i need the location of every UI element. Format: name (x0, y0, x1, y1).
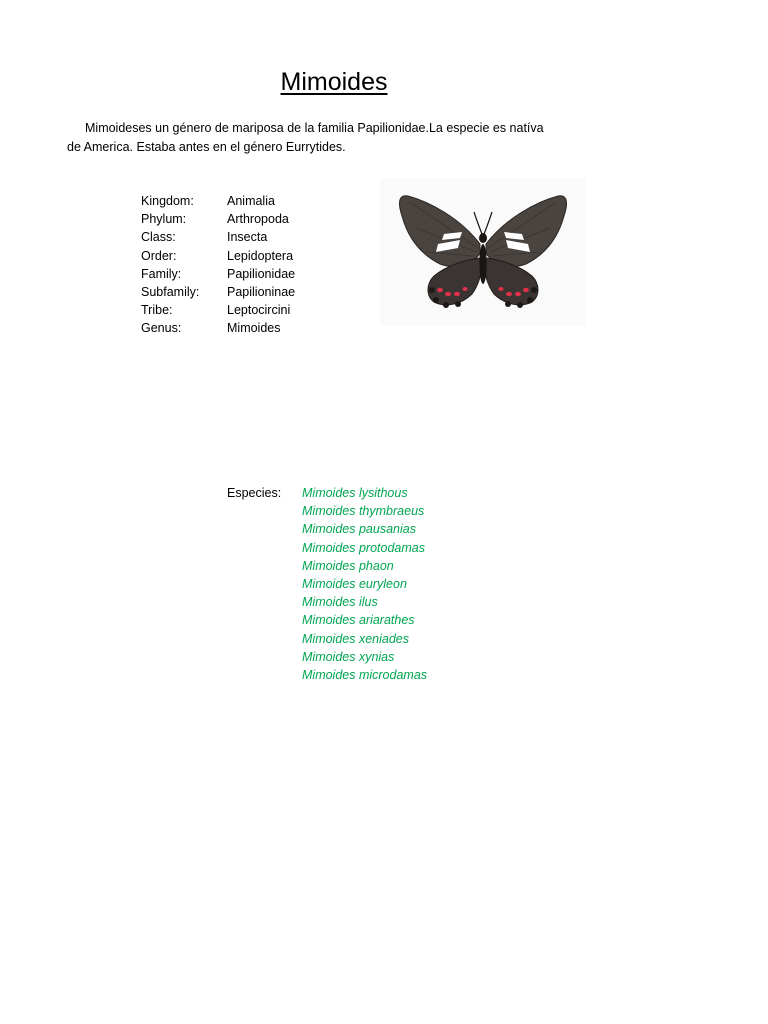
taxonomy-label: Genus: (141, 321, 182, 336)
species-item: Mimoides lysithous (302, 486, 408, 500)
species-item: Mimoides pausanias (302, 522, 416, 537)
intro-paragraph (67, 119, 567, 157)
intro-line-1: Mimoideses un género de mariposa de la familia Papilionidae.La especie es natíva (85, 121, 544, 135)
butterfly-image (380, 178, 586, 326)
taxonomy-label: Subfamily: (141, 284, 200, 299)
taxonomy-value: Papilioninae (227, 284, 296, 299)
taxonomy-label: Tribe: (141, 303, 173, 318)
taxonomy-row (141, 319, 295, 337)
taxonomy-value: Mimoides (227, 321, 281, 336)
taxonomy-value: Animalia (227, 194, 275, 208)
taxonomy-table (141, 192, 295, 338)
taxonomy-row (141, 192, 295, 210)
taxonomy-value: Arthropoda (227, 212, 289, 227)
species-list (302, 484, 427, 684)
page-title: Mimoides (280, 68, 388, 96)
taxonomy-label: Kingdom: (141, 194, 194, 208)
species-label: Especies: (227, 486, 282, 500)
species-item: Mimoides xynias (302, 649, 395, 664)
species-item: Mimoides euryleon (302, 576, 407, 591)
species-item: Mimoides phaon (302, 558, 394, 573)
taxonomy-value: Lepidoptera (227, 248, 294, 263)
species-item: Mimoides xeniades (302, 631, 409, 646)
species-item: Mimoides thymbraeus (302, 504, 425, 519)
taxonomy-label: Phylum: (141, 212, 187, 227)
taxonomy-row (141, 283, 295, 301)
intro-line-2: de America. Estaba antes en el género Eurrytides. (67, 140, 346, 154)
taxonomy-row (141, 301, 295, 319)
taxonomy-value: Leptocircini (227, 303, 291, 318)
species-item: Mimoides ilus (302, 595, 378, 610)
species-item: Mimoides ariarathes (302, 613, 415, 628)
taxonomy-label: Order: (141, 248, 177, 263)
taxonomy-value: Papilionidae (227, 266, 296, 281)
taxonomy-row (141, 210, 295, 228)
taxonomy-row (141, 228, 295, 246)
taxonomy-value: Insecta (227, 230, 268, 245)
taxonomy-row (141, 247, 295, 265)
species-item: Mimoides protodamas (302, 540, 425, 555)
taxonomy-row (141, 265, 295, 283)
taxonomy-label: Family: (141, 266, 182, 281)
taxonomy-label: Class: (141, 230, 176, 245)
species-item: Mimoides microdamas (302, 667, 428, 682)
